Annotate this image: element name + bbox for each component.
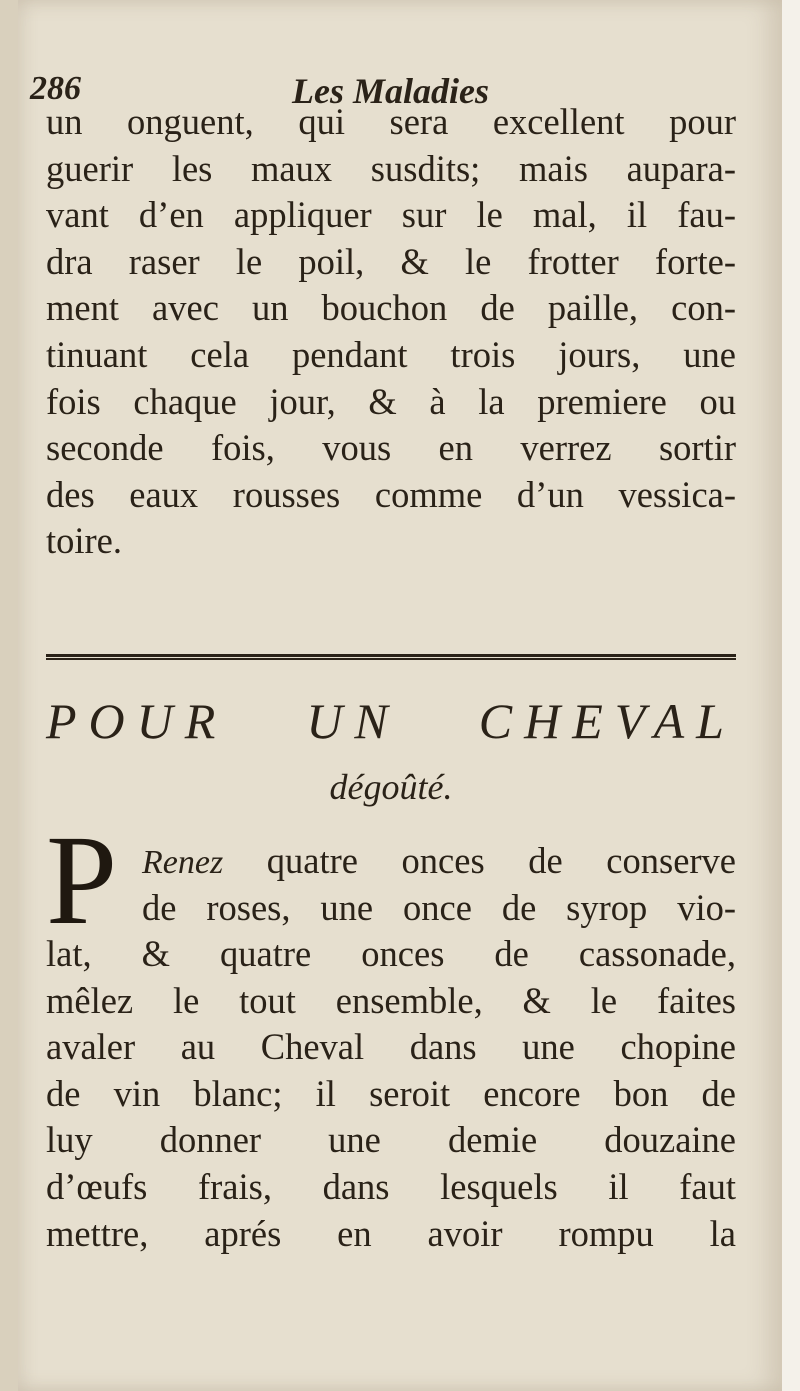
text-line: seconde fois, vous en verrez sortir <box>46 427 736 469</box>
paragraph-2-indented <box>142 838 736 931</box>
page-edge <box>782 0 800 1391</box>
paragraph-1 <box>46 99 736 565</box>
text-line <box>142 838 736 885</box>
text-line: guerir les maux susdits; mais aupara- <box>46 147 736 189</box>
text-line: ment avec un bouchon de paille, con- <box>46 287 736 329</box>
text-line: dra raser le poil, & le frotter forte- <box>46 240 736 282</box>
text-line: de vin blanc; il seroit encore bon de <box>46 1072 736 1114</box>
text-line: un onguent, qui sera excellent pour <box>46 101 736 142</box>
text-line: des eaux rousses comme d’un vessica- <box>46 473 736 515</box>
page-number: 286 <box>30 70 81 107</box>
paragraph-2 <box>46 931 736 1257</box>
running-title: Les Maladies <box>292 71 489 111</box>
text-line: lat, & quatre onces de cassonade, <box>46 933 736 974</box>
section-subtitle: dégoûté. <box>329 767 453 807</box>
text-line: luy donner une demie douzaine <box>46 1119 736 1161</box>
text-line: de roses, une once de syrop vio- <box>142 886 736 928</box>
text-line: vant d’en appliquer sur le mal, il fau- <box>46 194 736 236</box>
section-divider <box>46 654 736 660</box>
text-line: mêlez le tout ensemble, & le faites <box>46 979 736 1021</box>
section-title: POUR UN CHEVAL <box>46 693 736 749</box>
first-word: Renez <box>142 844 224 881</box>
text-line: d’œufs frais, dans lesquels il faut <box>46 1165 736 1207</box>
text-line: avaler au Cheval dans une chopine <box>46 1026 736 1068</box>
text-line-rest: quatre onces de conserve <box>223 840 736 881</box>
text-line: fois chaque jour, & à la premiere ou <box>46 380 736 422</box>
text-line: toire. <box>46 520 123 562</box>
text-line: tinuant cela pendant trois jours, une <box>46 333 736 375</box>
drop-cap: P <box>46 809 118 951</box>
text-line: mettre, aprés en avoir rompu la <box>46 1212 736 1254</box>
